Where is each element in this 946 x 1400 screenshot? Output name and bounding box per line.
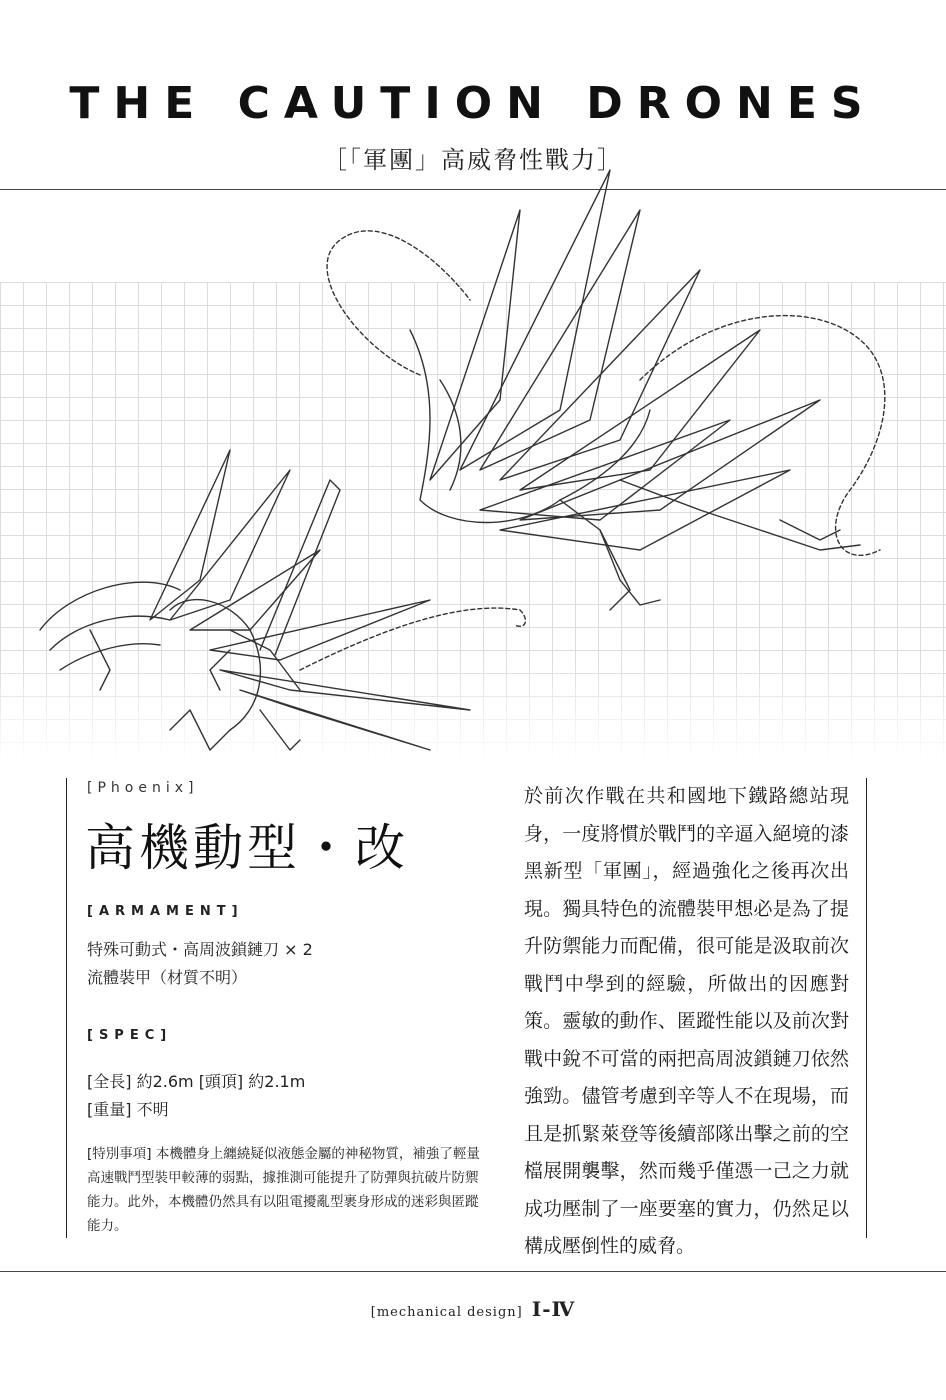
- profile-panel: [66, 778, 501, 1238]
- spec-line: [重量] 不明: [87, 1100, 169, 1119]
- page-number: I-Ⅳ: [531, 1297, 576, 1321]
- footer-section: [mechanical design]: [370, 1305, 523, 1320]
- unit-name: 高機動型・改: [85, 819, 409, 877]
- armament-label: [ARMAMENT]: [87, 904, 244, 919]
- page-subtitle: ［「軍團」高威脅性戰力］: [323, 146, 623, 174]
- spec-label: [SPEC]: [87, 1028, 173, 1043]
- special-note: [特別事項] 本機體身上纏繞疑似液態金屬的神秘物質，補強了輕量高速戰鬥型裝甲較薄的弱點，據推測可能提升了防彈與抗破片防禦能力。此外，本機體仍然具有以阻電擾亂型裹身形成的迷彩與匿蹤能力。: [87, 1146, 480, 1234]
- armament-line: 流體裝甲（材質不明）: [87, 968, 248, 987]
- page-footer: [0, 1297, 946, 1321]
- spec-line: [全長] 約2.6m [頭頂] 約2.1m: [87, 1072, 306, 1091]
- narrative-panel: [504, 778, 867, 1257]
- armament-line: 特殊可動式・高周波鎖鏈刀 × 2: [87, 940, 313, 959]
- mech-illustration: [0, 150, 946, 770]
- page-title: THE CAUTION DRONES: [69, 78, 877, 129]
- codename: [Phoenix]: [87, 780, 199, 796]
- narrative-text: 於前次作戰在共和國地下鐵路總站現身，一度將慣於戰鬥的辛逼入絕境的漆黑新型「軍團」，經過強化之後再次出現。獨具特色的流體裝甲想必是為了提升防禦能力而配備，很可能是汲取前次戰鬥中學到的經驗，所做出的因應對策。靈敏的動作、匿蹤性能以及前次對戰中銳不可當的兩把高周波鎖鏈刀依然強勁。儘管考慮到辛等人不在現場，而且是抓緊萊登等後續部隊出擊之前的空檔展開襲擊，然而幾乎僅憑一己之力就成功壓制了一座要塞的實力，仍然足以構成壓倒性的威脅。: [524, 785, 849, 1257]
- bottom-divider: [0, 1271, 946, 1272]
